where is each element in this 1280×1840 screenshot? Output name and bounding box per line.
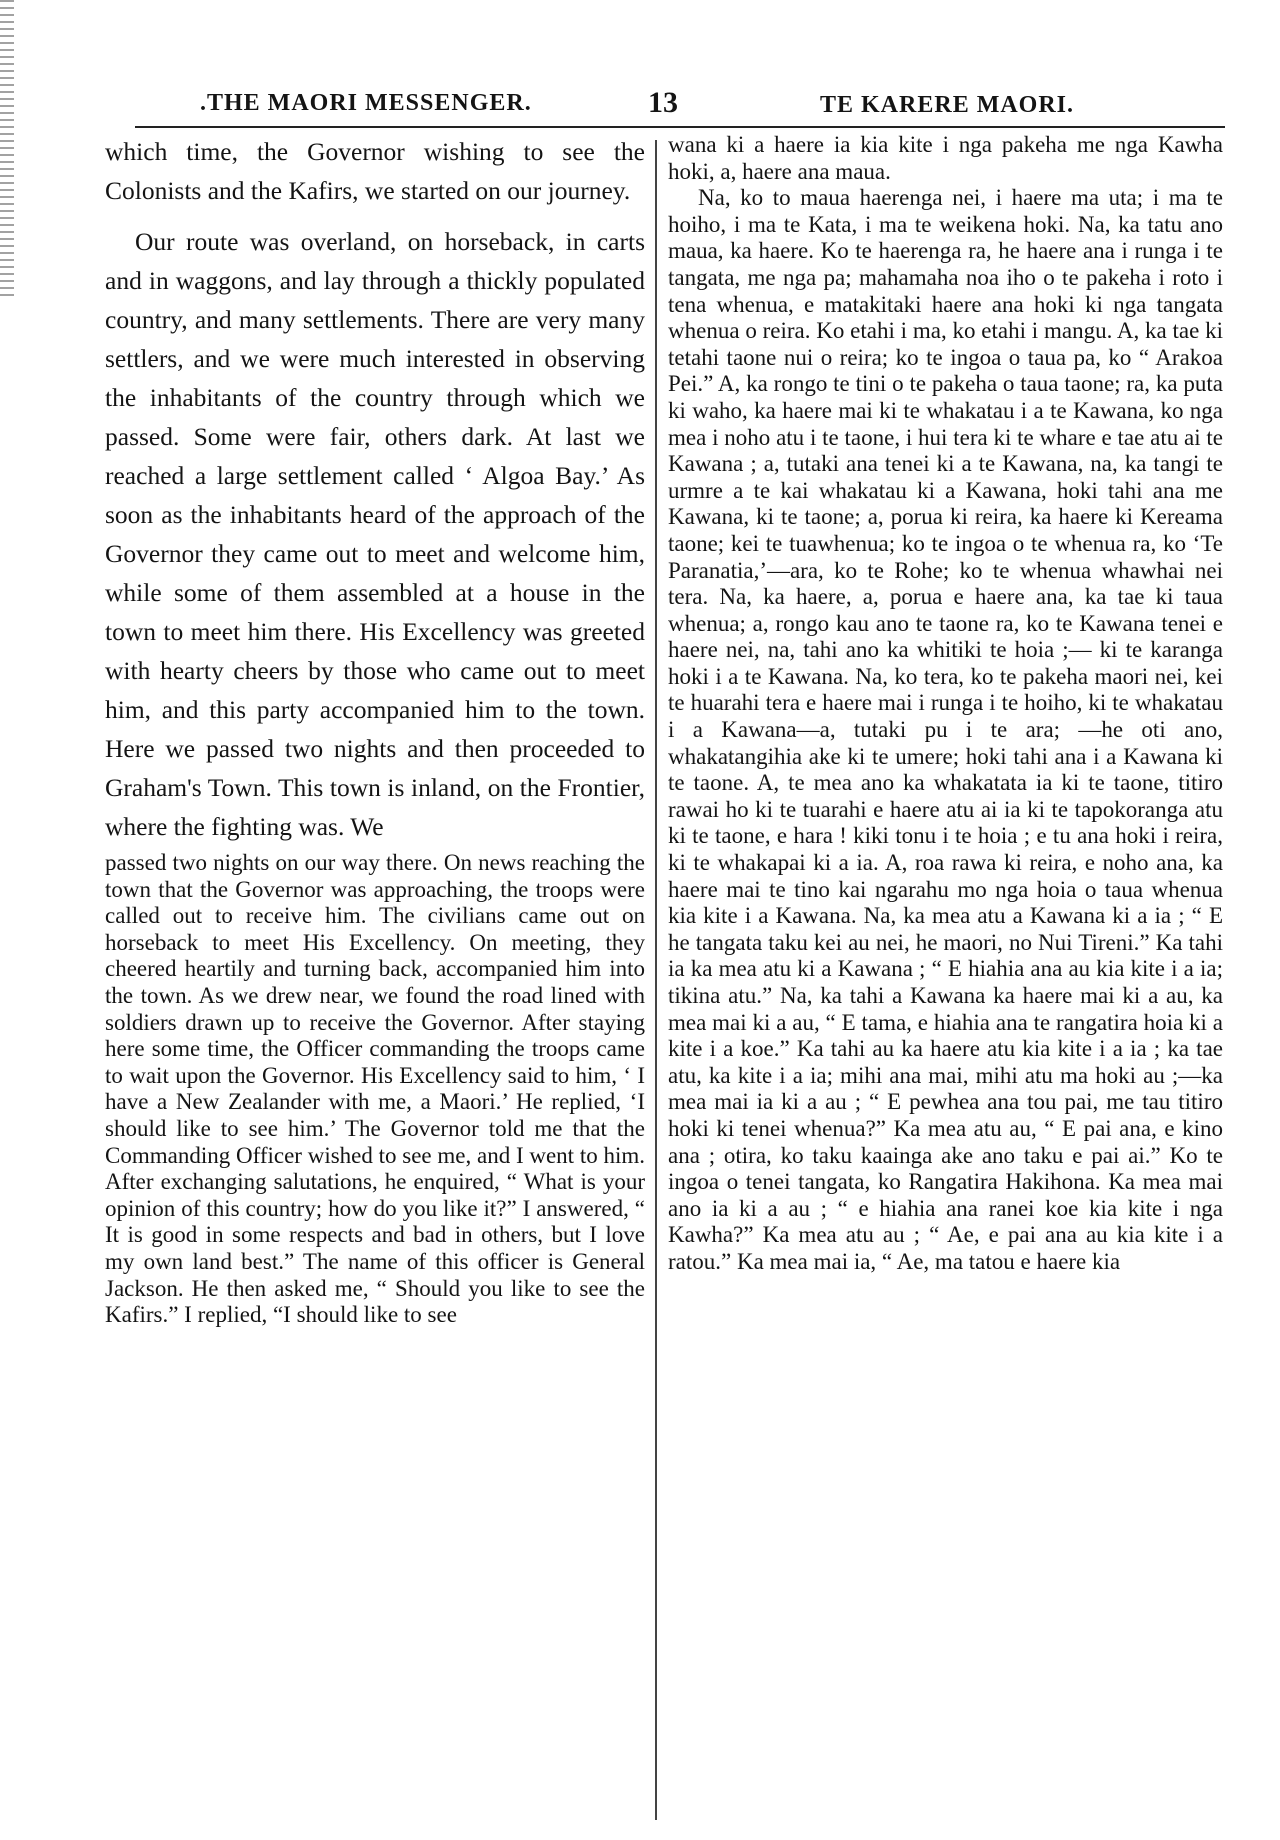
header-english-title: .THE MAORI MESSENGER. [200, 90, 532, 116]
english-paragraph-2: Our route was overland, on horseback, in carts and in waggons, and lay through a thickly populated country, and many settlements. There are very many settlers, and we were much interested in observing the inhabitants of the country through which we passed. Some were fair, others dark. At last we reached a large settlement called ‘ Algoa Bay.’ As soon as the inhabitants heard of the approach of the Governor they came out to meet and welcome him, while some of them assembled at a house in the town to meet him there. His Excellency was greeted with hearty cheers by those who came out to meet him, and this party accompanied him to the town. Here we passed two nights and then proceeded to Graham's Town. This town is inland, on the Frontier, where the fighting was. We [105, 227, 645, 841]
english-paragraph-1: which time, the Governor wishing to see the Colonists and the Kafirs, we started on our journey. [105, 137, 645, 205]
column-divider [655, 140, 657, 1820]
scan-edge-artifact [0, 0, 14, 300]
page-header [100, 86, 1250, 126]
english-paragraph-3: passed two nights on our way there. On news reaching the town that the Governor was approaching, the troops were called out to receive him. The civilians came out on horseback to meet His Excellency. On meeting, they cheered heartily and turning back, accompanied him into the town. As we drew near, we found the road lined with soldiers drawn up to receive the Governor. After staying here some time, the Officer commanding the troops came to wait upon the Governor. His Excellency said to him, ‘ I have a New Zealander with me, a Maori.’ He replied, ‘I should like to see him.’ The Governor told me that the Commanding Officer wished to see me, and I went to him. After exchanging salutations, he enquired, “ What is your opinion of this country; how do you like it?” I answered, “ It is good in some respects and bad in others, but I love my own land best.” The name of this officer is General Jackson. He then asked me, “ Should you like to see the Kafirs.” I replied, “I should like to see [105, 850, 645, 1328]
maori-column [668, 132, 1223, 1276]
header-rule [135, 126, 1225, 128]
header-maori-title: TE KARERE MAORI. [820, 92, 1075, 118]
page-number: 13 [648, 86, 678, 119]
maori-paragraph-1: wana ki a haere ia kia kite i nga pakeha me nga Kawha hoki, a, haere ana maua. [668, 132, 1223, 184]
maori-paragraph-2: Na, ko to maua haerenga nei, i haere ma uta; i ma te hoiho, i ma te Kata, i ma te weikena hoki. Na, ka tatu ano maua, ka haere. Ko te haerenga ra, he haere ana i runga i te tangata, me nga pa; mahamaha noa iho o te pakeha i roto i tena whenua, e matakitaki haere ana hoki ki nga tangata whenua o reira. Ko etahi i ma, ko etahi i mangu. A, ka tae ki tetahi taone nui o reira; ko te ingoa o taua pa, ko “ Arakoa Pei.” A, ka rongo te tini o te pakeha o taua taone; ra, ka puta ki waho, ka haere mai ki te whakatau i a te Kawana, ko nga mea i noho atu i te taone, i hui tera ki te whare e tae atu ai te Kawana ; a, tutaki ana tenei ki a te Kawana, na, ka tangi te urmre a te kai whakatau ki a Kawana, hoki tahi ana me Kawana, ki te taone; a, porua ki reira, ka haere ki Kereama taone; kei te tuawhenua; ko te ingoa o te whenua ra, ko ‘Te Paranatia,’—ara, ko te Rohe; ko te whenua whawhai nei tera. Na, ka haere, a, porua e haere ana, ka tae ki taua whenua; a, rongo kau ano te taone ra, ko te Kawana tenei e haere nei, na, tahi ano ka whitiki te hoia ;— ki te karanga hoki i a te Kawana. Na, ko tera, ko te pakeha maori nei, kei te huarahi tera e haere mai i runga i te hoiho, ki te whakatau i a Kawana—a, tutaki pu i te ara; —he oti ano, whakatangihia ake ki te umere; hoki tahi ana i a Kawana ki te taone. A, te mea ano ka whakatata ia ki te taone, titiro rawai ho ki te tuarahi e haere atu ai ia ki te tapokoranga atu ki te taone, e hara ! kiki tonu i te hoia ; e tu ana hoki i reira, ki te whakapai ki a ia. A, roa rawa ki reira, e noho ana, ka haere mai te tino kai ngarahu mo nga hoia o taua whenua kia kite i a Kawana. Na, ka mea atu a Kawana ki a ia ; “ E he tangata taku kei au nei, he maori, no Nui Tireni.” Ka tahi ia ka mea atu ki a Kawana ; “ E hiahia ana au kia kite i a ia; tikina atu.” Na, ka tahi a Kawana ka haere mai ki a au, ka mea mai ki a au, “ E tama, e hiahia ana te rangatira hoia ki a kite i a koe.” Ka tahi au ka haere atu kia kite i a ia ; ka tae atu, ka kite i a ia; mihi ana mai, mihi atu ma hoki au ;—ka mea mai ia ki a au ; “ E pewhea ana tou pai, me tau titiro hoki ki tenei whenua?” Ka mea atu au, “ E pai ana, e kino ana ; otira, ko taku kaainga ake ano taku e pai ai.” Ko te ingoa o tenei tangata, ko Rangatira Hakihona. Ka mea mai ano ia ki a au ; “ e hiahia ana ranei koe kia kite i nga Kawha?” Ka mea atu au ; “ Ae, e pai ana au kia kite i a ratou.” Ka mea mai ia, “ Ae, ma tatou e haere kia [668, 185, 1223, 1274]
english-column [105, 132, 645, 1329]
